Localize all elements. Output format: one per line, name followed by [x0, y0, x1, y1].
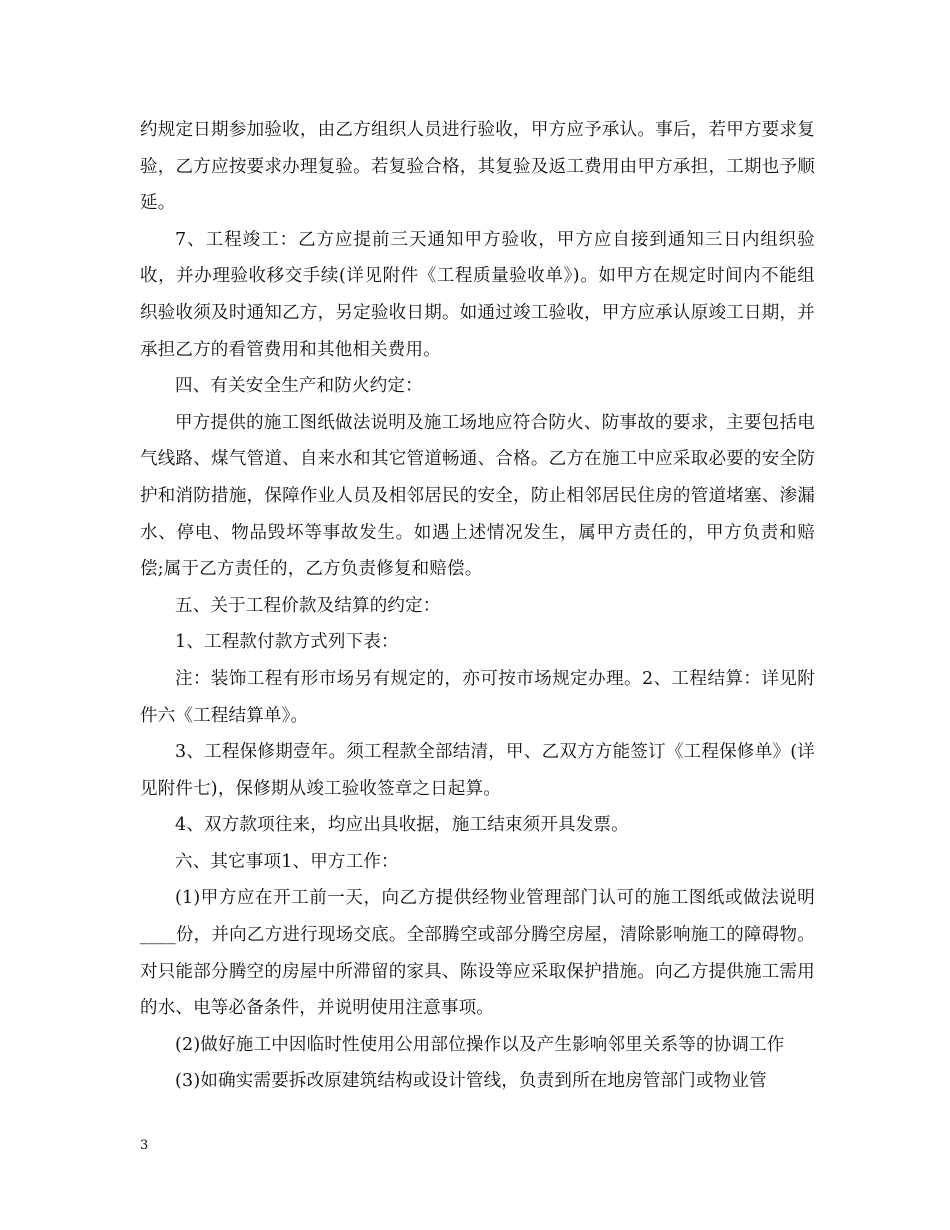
paragraph-continuation: 约规定日期参加验收，由乙方组织人员进行验收，甲方应予承认。事后，若甲方要求复验，乙方应按要求办理复验。若复验合格，其复验及返工费用由甲方承担，工期也予顺延。 — [140, 120, 815, 214]
paragraph-completion: 7、工程竣工：乙方应提前三天通知甲方验收，甲方应自接到通知三日内组织验收，并办理验收移交手续(详见附件《工程质量验收单》)。如甲方在规定时间内不能组织验收须及时通知乙方，另定验收日期。如通过竣工验收，甲方应承认原竣工日期，并承担乙方的看管费用和其他相关费用。 — [140, 229, 815, 360]
section-heading-payment: 五、关于工程价款及结算的约定： — [175, 595, 441, 616]
paragraph-item-1: (1)甲方应在开工前一天，向乙方提供经物业管理部门认可的施工图纸或做法说明____份，并向乙方进行现场交底。全部腾空或部分腾空房屋，清除影响施工的障碍物。对只能部分腾空的房屋中所滞留的家具、陈设等应采取保护措施。向乙方提供施工需用的水、电等必备条件，并说明使用注意事项。 — [140, 888, 815, 1019]
paragraph-safety: 甲方提供的施工图纸做法说明及施工场地应符合防火、防事故的要求，主要包括电气线路、煤气管道、自来水和其它管道畅通、合格。乙方在施工中应采取必要的安全防护和消防措施，保障作业人员及相邻居民的安全，防止相邻居民住房的管道堵塞、渗漏水、停电、物品毁坏等事故发生。如遇上述情况发生，属甲方责任的，甲方负责和赔偿;属于乙方责任的，乙方负责修复和赔偿。 — [140, 412, 815, 580]
document-body — [140, 112, 815, 1100]
section-heading-other: 六、其它事项1、甲方工作： — [175, 851, 399, 872]
section-heading-safety: 四、有关安全生产和防火约定： — [175, 376, 423, 397]
page-number: 3 — [140, 1138, 149, 1153]
paragraph-item-2: (2)做好施工中因临时性使用公用部位操作以及产生影响邻里关系等的协调工作 — [175, 1034, 785, 1055]
paragraph-item-3: (3)如确实需要拆改原建筑结构或设计管线，负责到所在地房管部门或物业管 — [175, 1071, 767, 1092]
paragraph-payment-method: 1、工程款付款方式列下表： — [175, 632, 399, 653]
paragraph-warranty: 3、工程保修期壹年。须工程款全部结清，甲、乙双方方能签订《工程保修单》(详见附件七)，保修期从竣工验收签章之日起算。 — [140, 742, 815, 799]
paragraph-note-settlement: 注：装饰工程有形市场另有规定的，亦可按市场规定办理。2、工程结算：详见附件六《工程结算单》。 — [140, 668, 815, 726]
paragraph-receipts: 4、双方款项往来，均应出具收据，施工结束须开具发票。 — [175, 815, 629, 836]
